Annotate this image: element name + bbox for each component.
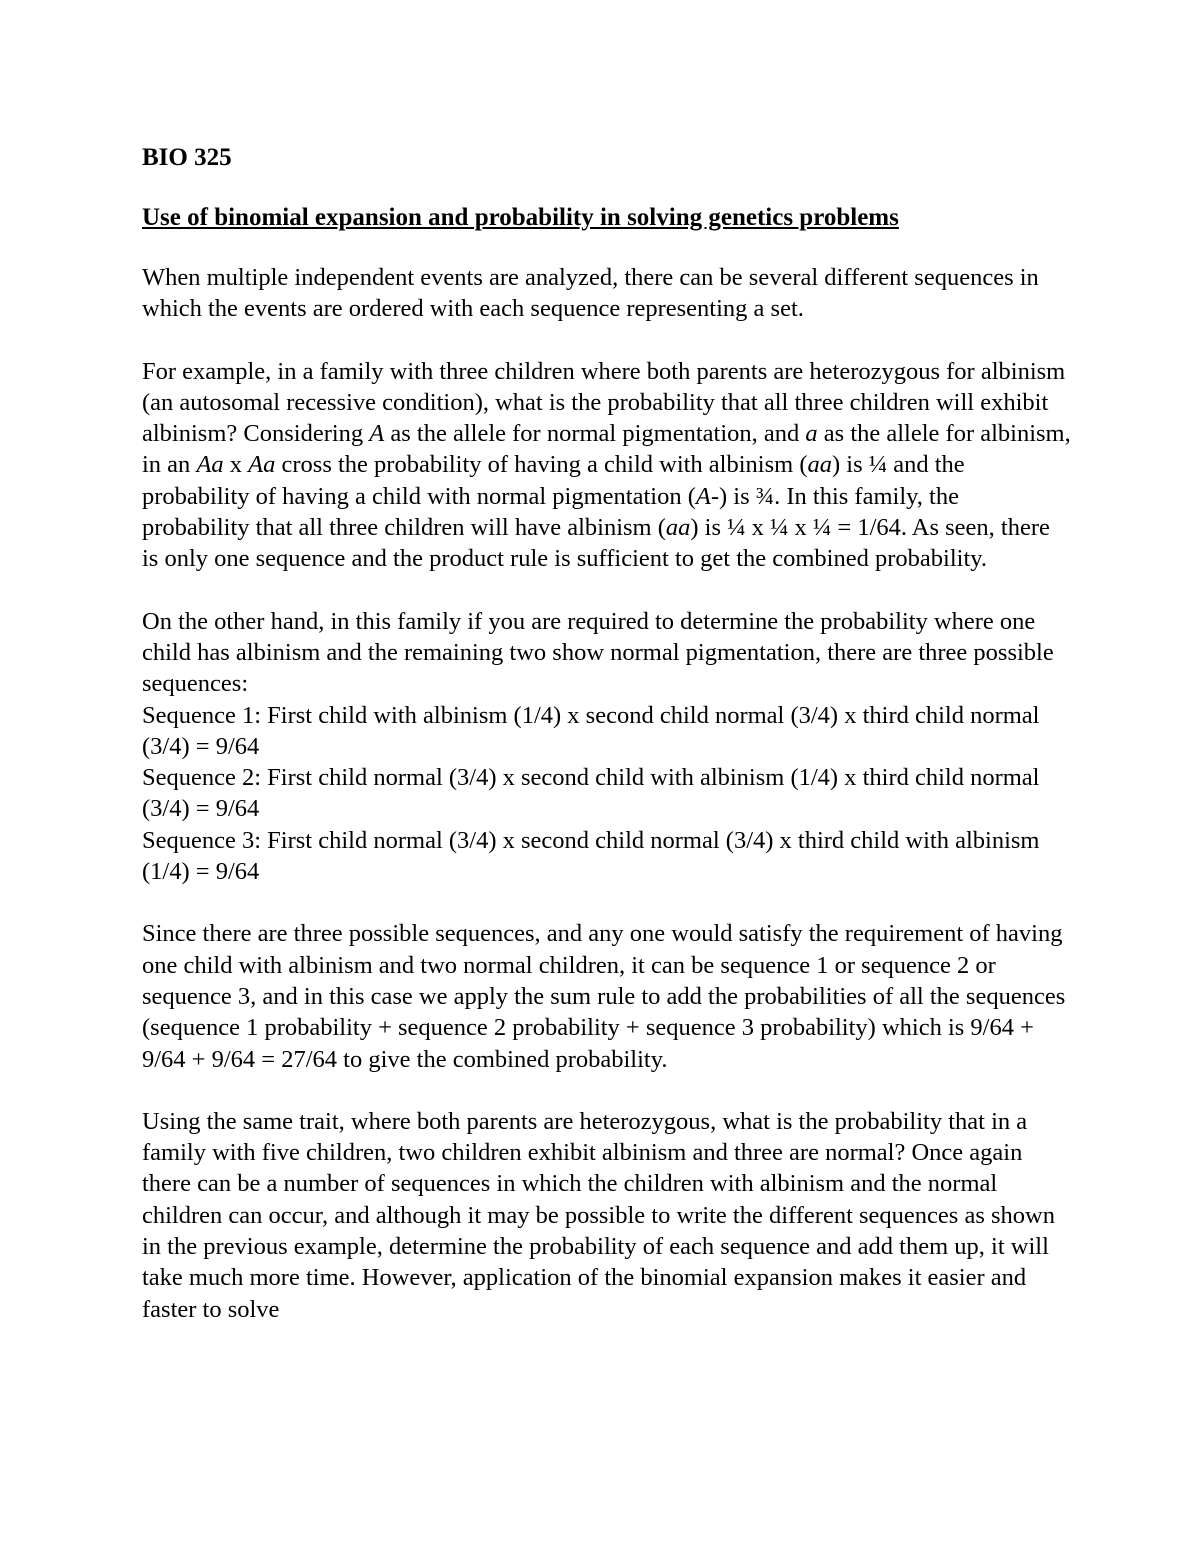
- genotype-symbol: Aa: [196, 451, 224, 479]
- allele-symbol: A: [695, 482, 711, 510]
- genotype-symbol: Aa: [248, 451, 276, 479]
- binomial-paragraph: Using the same trait, where both parents are heterozygous, what is the probability that in a family with five children, two children exhibit albinism and three are normal? Once again there can be a number of sequences in which the children with albinism and the normal children can occur, and although it may be possible to write the different sequences as shown in the previous example, determine the probability of each sequence and add them up, it will take much more time. However, application of the binomial expansion makes it easier and faster to solve: [142, 1107, 1055, 1323]
- genotype-symbol: aa: [665, 514, 691, 542]
- sequence-2: Sequence 2: First child normal (3/4) x second child with albinism (1/4) x third child normal (3/4) = 9/64: [142, 764, 1040, 823]
- example-text: cross the probability of having a child with albinism (: [275, 451, 808, 479]
- example-text: ) is ¼ x ¼ x ¼ = 1/64. As seen, there is only one sequence and the product rule is sufficient to get the combined probability.: [142, 514, 1050, 573]
- document-page: [142, 142, 1072, 1325]
- example-text: as the allele for albinism, in an: [142, 420, 1071, 479]
- sum-rule-paragraph: Since there are three possible sequences, and any one would satisfy the requirement of having one child with albinism and two normal children, it can be sequence 1 or sequence 2 or sequence 3, and in this case we apply the sum rule to add the probabilities of all the sequences (sequence 1 probability + sequence 2 probability + sequence 3 probability) which is 9/64 + 9/64 + 9/64 = 27/64 to give the combined probability.: [142, 920, 1066, 1073]
- sequence-3: Sequence 3: First child normal (3/4) x second child normal (3/4) x third child with albinism (1/4) = 9/64: [142, 826, 1040, 886]
- course-code: BIO 325: [142, 144, 232, 171]
- sequence-1: Sequence 1: First child with albinism (1/4) x second child normal (3/4) x third child normal (3/4) = 9/64: [142, 701, 1040, 760]
- allele-symbol: A: [369, 420, 385, 448]
- example-text: as the allele for normal pigmentation, and: [384, 420, 806, 448]
- document-title: Use of binomial expansion and probability in solving genetics problems: [142, 204, 899, 231]
- example-paragraph: [142, 356, 1072, 575]
- sequences-intro: On the other hand, in this family if you are required to determine the probability where one child has albinism and the remaining two show normal pigmentation, there are three possible sequences:: [142, 607, 1054, 698]
- genotype-symbol: aa: [807, 451, 832, 479]
- example-text: -) is ¾. In this family, the probability that all three children will have albinism (: [142, 482, 959, 542]
- allele-symbol: a: [805, 420, 818, 448]
- example-text: For example, in a family with three children where both parents are heterozygous for albinism (an autosomal recessive condition), what is the probability that all three children will exhibit albinism? Considering: [142, 357, 1066, 448]
- example-text: ) is ¼ and the probability of having a child with normal pigmentation (: [142, 451, 965, 510]
- example-text: x: [223, 451, 249, 479]
- intro-paragraph: When multiple independent events are analyzed, there can be several different sequences in which the events are ordered with each sequence representing a set.: [142, 264, 1039, 323]
- sequences-section: [142, 606, 1072, 888]
